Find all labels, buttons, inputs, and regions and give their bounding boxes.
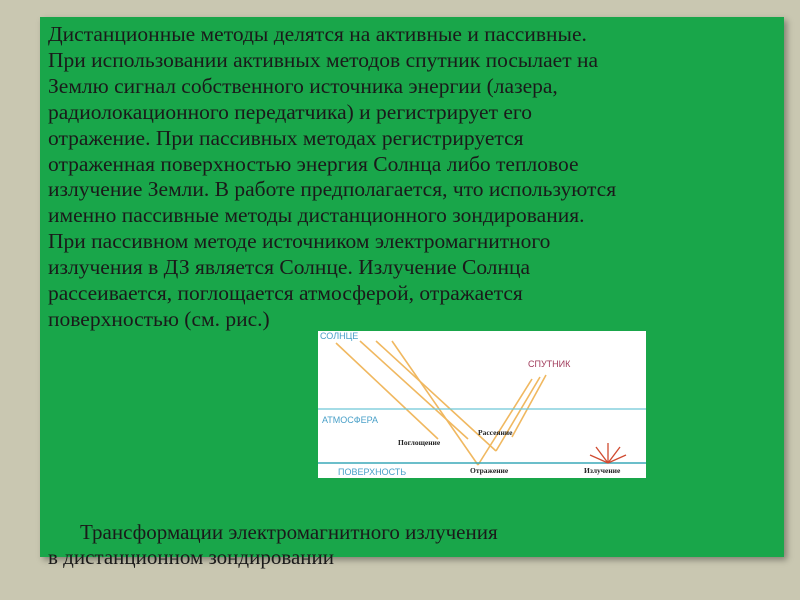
slide-body-text: [48, 22, 783, 333]
body-line: рассеивается, поглощается атмосферой, отражается: [48, 281, 523, 306]
reflected-ray: [496, 377, 540, 451]
atmosphere-label: АТМОСФЕРА: [322, 415, 379, 425]
caption-line: Трансформации электромагнитного излучения: [80, 520, 498, 544]
surface-label: ПОВЕРХНОСТЬ: [338, 467, 407, 477]
body-line: излучение Земли. В работе предполагается, что используются: [48, 177, 617, 202]
sun-label: СОЛНЦЕ: [320, 331, 359, 341]
body-line: Землю сигнал собственного источника энергии (лазера,: [48, 73, 558, 98]
body-line: излучения в ДЗ является Солнце. Излучение Солнца: [48, 255, 531, 280]
reflection-label: Отражение: [470, 466, 509, 475]
emission-burst: [590, 443, 626, 463]
body-line: При пассивном методе источником электромагнитного: [48, 229, 551, 254]
body-line: При использовании активных методов спутник посылает на: [48, 47, 599, 72]
body-line: поверхностью (см. рис.): [48, 306, 270, 331]
remote-sensing-figure: [318, 331, 646, 478]
body-line: отраженная поверхностью энергия Солнца либо тепловое: [48, 151, 579, 176]
body-line: именно пассивные методы дистанционного зондирования.: [48, 203, 585, 228]
body-line: радиолокационного передатчика) и регистрирует его: [48, 99, 532, 124]
caption-line: в дистанционном зондировании: [48, 545, 335, 569]
satellite-label: СПУТНИК: [528, 359, 571, 369]
scattering-label: Рассеяние: [478, 428, 513, 437]
emission-label: Излучение: [584, 466, 621, 475]
radiation-diagram: [318, 331, 646, 478]
body-line: отражение. При пассивных методах регистрируется: [48, 125, 524, 150]
absorption-label: Поглощение: [398, 438, 441, 447]
body-line: Дистанционные методы делятся на активные и пассивные.: [48, 22, 587, 46]
figure-caption: [48, 520, 748, 570]
reflected-ray: [478, 379, 532, 465]
